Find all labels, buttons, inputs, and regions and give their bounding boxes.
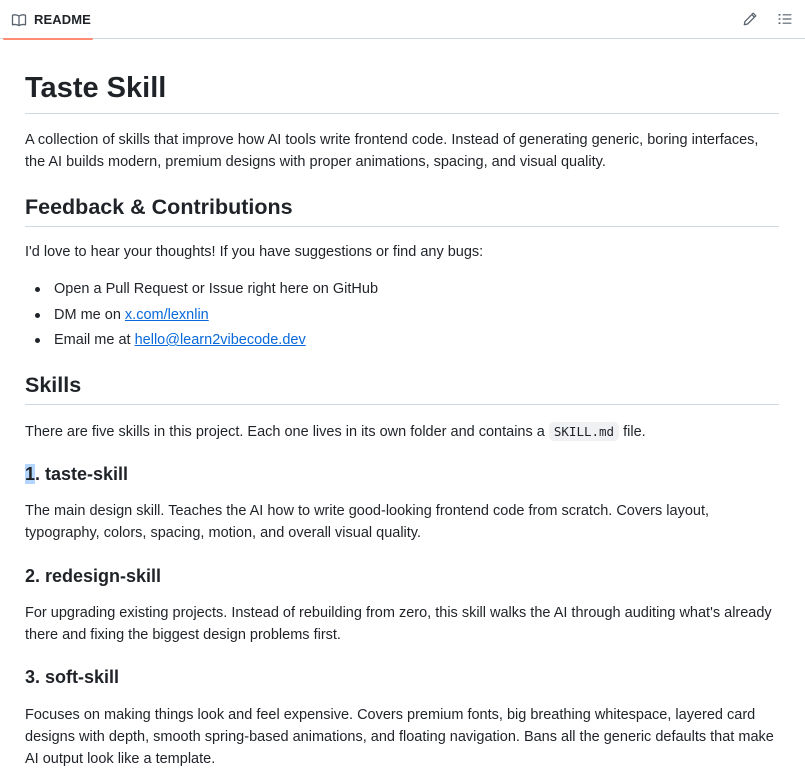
inline-code: SKILL.md <box>549 422 619 441</box>
list-item <box>25 329 779 351</box>
skill-number: 3 <box>25 667 36 687</box>
heading-skills: Skills <box>25 371 779 405</box>
readme-tabbar <box>0 0 805 39</box>
skill-number: 2 <box>25 566 36 586</box>
page-title: Taste Skill <box>25 70 779 114</box>
pencil-icon[interactable] <box>742 11 758 27</box>
skill-2-description: For upgrading existing projects. Instead of rebuilding from zero, this skill walks the AI through auditing what's already there and fixing the biggest design problems first. <box>25 605 772 643</box>
skills-lead <box>25 421 779 443</box>
skill-name: . redesign-skill <box>35 566 162 586</box>
list-item <box>25 278 779 300</box>
tab-label: README <box>34 12 91 27</box>
skill-number: 1 <box>25 464 36 484</box>
book-icon <box>11 12 27 28</box>
skill-3-description: Focuses on making things look and feel expensive. Covers premium fonts, big breathing whitespace, layered card designs with depth, smooth spring-based animations, and floating navigation. Bans all the generic defaults that make AI output look like a template. <box>25 707 774 767</box>
skills-lead-text: There are five skills in this project. Each one lives in its own folder and contains a <box>25 424 549 440</box>
list-item-text: Open a Pull Request or Issue right here on GitHub <box>54 281 379 297</box>
heading-skill-1 <box>25 462 779 486</box>
heading-feedback: Feedback & Contributions <box>25 193 779 227</box>
skill-name: . soft-skill <box>35 667 120 687</box>
skill-name: . taste-skill <box>35 464 129 484</box>
skill-1-description: The main design skill. Teaches the AI how to write good-looking frontend code from scratch. Covers layout, typography, colors, spacing, motion, and overall visual quality. <box>25 503 709 541</box>
skills-lead-suffix: file. <box>619 424 646 440</box>
feedback-list <box>25 278 779 355</box>
email-link[interactable]: hello@learn2vibecode.dev <box>134 332 306 348</box>
tab-active-underline <box>3 38 93 40</box>
heading-skill-2 <box>25 564 779 588</box>
twitter-link[interactable]: x.com/lexnlin <box>124 306 209 323</box>
list-item <box>25 304 779 326</box>
list-item-text: DM me on <box>54 306 125 323</box>
list-item-text: Email me at <box>54 332 135 348</box>
tab-readme[interactable] <box>0 0 93 39</box>
feedback-lead: I'd love to hear your thoughts! If you have suggestions or find any bugs: <box>25 244 484 260</box>
list-unordered-icon[interactable] <box>777 11 793 27</box>
heading-skill-3 <box>25 665 779 689</box>
intro-paragraph: A collection of skills that improve how AI tools write frontend code. Instead of generating generic, boring interfaces, the AI builds modern, premium designs with proper animations, spacing, and visual quality. <box>25 132 759 170</box>
